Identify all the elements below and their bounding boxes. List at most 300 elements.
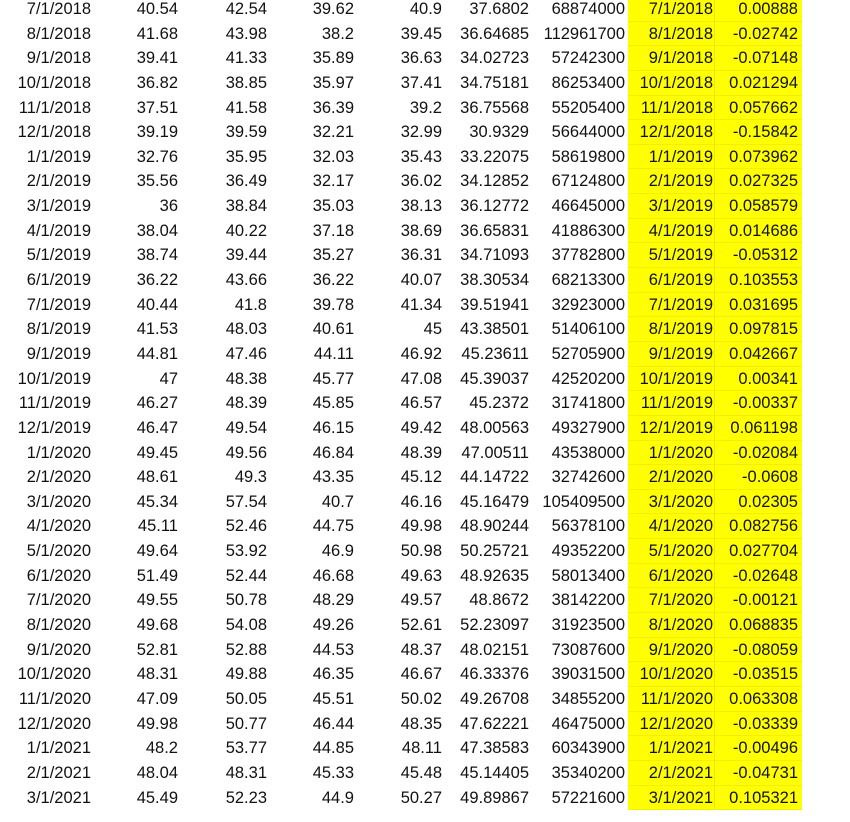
cell-adj-close[interactable]: 48.90244 — [460, 517, 529, 536]
cell-return-date[interactable]: 12/1/2020 — [628, 712, 715, 737]
cell-volume[interactable]: 68213300 — [551, 271, 625, 290]
cell-return-date[interactable]: 1/1/2020 — [628, 441, 715, 466]
cell-adj-close[interactable]: 47.00511 — [461, 443, 529, 462]
cell-volume[interactable]: 51406100 — [551, 320, 625, 339]
cell-high[interactable]: 48.39 — [225, 394, 267, 413]
cell-high[interactable]: 50.05 — [225, 689, 267, 708]
cell-return-date[interactable]: 4/1/2020 — [628, 514, 715, 539]
cell-low[interactable]: 44.53 — [312, 640, 354, 659]
cell-volume[interactable]: 105409500 — [542, 492, 625, 511]
cell-open[interactable]: 46.27 — [136, 394, 178, 413]
cell-low[interactable]: 35.27 — [312, 246, 354, 265]
cell-high[interactable]: 41.58 — [225, 98, 267, 117]
cell-return-date[interactable]: 2/1/2020 — [628, 465, 715, 490]
cell-adj-close[interactable]: 45.2372 — [469, 394, 529, 413]
cell-open[interactable]: 47 — [159, 369, 178, 388]
cell-close[interactable]: 41.34 — [400, 295, 442, 314]
cell-close[interactable]: 48.35 — [400, 714, 442, 733]
cell-high[interactable]: 49.54 — [225, 418, 267, 437]
cell-low[interactable]: 46.44 — [312, 714, 354, 733]
cell-high[interactable]: 49.56 — [225, 443, 267, 462]
cell-return-date[interactable]: 6/1/2020 — [628, 564, 715, 589]
cell-close[interactable]: 52.61 — [400, 616, 442, 635]
cell-low[interactable]: 32.17 — [312, 172, 354, 191]
cell-volume[interactable]: 42520200 — [551, 369, 625, 388]
cell-date[interactable]: 1/1/2020 — [26, 443, 91, 462]
cell-open[interactable]: 49.68 — [136, 616, 178, 635]
cell-close[interactable]: 48.37 — [400, 640, 442, 659]
cell-volume[interactable]: 73087600 — [551, 640, 625, 659]
cell-monthly-return[interactable]: -0.00496 — [715, 736, 802, 761]
cell-close[interactable]: 46.57 — [400, 394, 442, 413]
cell-open[interactable]: 48.04 — [136, 763, 178, 782]
cell-monthly-return[interactable]: -0.00121 — [715, 588, 802, 613]
cell-date[interactable]: 4/1/2020 — [26, 517, 91, 536]
cell-return-date[interactable]: 5/1/2019 — [628, 243, 715, 268]
cell-high[interactable]: 53.77 — [225, 739, 267, 758]
cell-adj-close[interactable]: 36.65831 — [460, 221, 529, 240]
cell-low[interactable]: 40.7 — [321, 492, 354, 511]
cell-low[interactable]: 36.22 — [312, 271, 354, 290]
cell-adj-close[interactable]: 43.38501 — [460, 320, 529, 339]
cell-open[interactable]: 51.49 — [136, 566, 178, 585]
cell-monthly-return[interactable]: -0.00337 — [715, 391, 802, 416]
cell-volume[interactable]: 86253400 — [551, 73, 625, 92]
cell-high[interactable]: 52.88 — [225, 640, 267, 659]
cell-date[interactable]: 1/1/2019 — [26, 147, 91, 166]
cell-low[interactable]: 44.9 — [321, 788, 354, 807]
cell-return-date[interactable]: 3/1/2021 — [628, 786, 715, 811]
cell-high[interactable]: 52.46 — [225, 517, 267, 536]
cell-monthly-return[interactable]: 0.021294 — [715, 71, 802, 96]
cell-date[interactable]: 8/1/2018 — [26, 24, 91, 43]
cell-monthly-return[interactable]: -0.15842 — [715, 120, 802, 145]
cell-high[interactable]: 35.95 — [225, 147, 267, 166]
cell-open[interactable]: 45.49 — [136, 788, 178, 807]
cell-return-date[interactable]: 10/1/2020 — [628, 662, 715, 687]
cell-monthly-return[interactable]: 0.031695 — [715, 293, 802, 318]
cell-adj-close[interactable]: 45.14405 — [460, 763, 529, 782]
cell-low[interactable]: 35.03 — [312, 197, 354, 216]
cell-close[interactable]: 50.02 — [400, 689, 442, 708]
cell-date[interactable]: 12/1/2018 — [17, 123, 91, 142]
cell-adj-close[interactable]: 34.02723 — [460, 49, 529, 68]
cell-date[interactable]: 4/1/2019 — [26, 221, 91, 240]
cell-close[interactable]: 39.45 — [400, 24, 442, 43]
table-row — [0, 465, 850, 490]
cell-return-date[interactable]: 11/1/2019 — [628, 391, 715, 416]
cell-return-date[interactable]: 2/1/2019 — [628, 169, 715, 194]
cell-open[interactable]: 35.56 — [136, 172, 178, 191]
cell-close[interactable]: 50.98 — [400, 542, 442, 561]
cell-date[interactable]: 6/1/2019 — [26, 271, 91, 290]
cell-open[interactable]: 49.98 — [136, 714, 178, 733]
cell-return-date[interactable]: 11/1/2018 — [628, 96, 715, 121]
cell-low[interactable]: 35.97 — [312, 73, 354, 92]
cell-volume[interactable]: 67124800 — [551, 172, 625, 191]
cell-volume[interactable]: 57221600 — [551, 788, 625, 807]
cell-date[interactable]: 3/1/2021 — [26, 788, 91, 807]
cell-close[interactable]: 38.69 — [400, 221, 442, 240]
cell-date[interactable]: 3/1/2019 — [26, 197, 91, 216]
cell-low[interactable]: 45.33 — [312, 763, 354, 782]
cell-open[interactable]: 40.44 — [136, 295, 178, 314]
cell-low[interactable]: 46.9 — [321, 542, 354, 561]
cell-low[interactable]: 44.11 — [313, 344, 354, 363]
cell-volume[interactable]: 56644000 — [551, 123, 625, 142]
cell-volume[interactable]: 52705900 — [551, 344, 625, 363]
cell-close[interactable]: 36.63 — [400, 49, 442, 68]
cell-adj-close[interactable]: 36.75568 — [460, 98, 529, 117]
cell-date[interactable]: 10/1/2020 — [17, 665, 91, 684]
cell-low[interactable]: 45.85 — [312, 394, 354, 413]
cell-close[interactable]: 40.07 — [400, 271, 442, 290]
cell-low[interactable]: 46.15 — [312, 418, 354, 437]
cell-return-date[interactable]: 6/1/2019 — [628, 268, 715, 293]
cell-date[interactable]: 9/1/2018 — [26, 49, 91, 68]
cell-return-date[interactable]: 11/1/2020 — [628, 687, 715, 712]
cell-return-date[interactable]: 1/1/2019 — [628, 145, 715, 170]
cell-high[interactable]: 43.66 — [225, 271, 267, 290]
cell-monthly-return[interactable]: 0.02305 — [715, 490, 802, 515]
cell-monthly-return[interactable]: 0.027704 — [715, 539, 802, 564]
cell-adj-close[interactable]: 34.12852 — [460, 172, 529, 191]
cell-close[interactable]: 49.57 — [400, 591, 442, 610]
cell-monthly-return[interactable]: 0.057662 — [715, 96, 802, 121]
cell-volume[interactable]: 34855200 — [551, 689, 625, 708]
cell-adj-close[interactable]: 45.16479 — [460, 492, 529, 511]
cell-close[interactable]: 49.63 — [400, 566, 442, 585]
cell-return-date[interactable]: 8/1/2020 — [628, 613, 715, 638]
cell-adj-close[interactable]: 44.14722 — [460, 468, 529, 487]
cell-high[interactable]: 53.92 — [225, 542, 267, 561]
cell-low[interactable]: 46.68 — [312, 566, 354, 585]
cell-close[interactable]: 49.42 — [400, 418, 442, 437]
cell-monthly-return[interactable]: 0.063308 — [715, 687, 802, 712]
cell-date[interactable]: 7/1/2019 — [26, 295, 91, 314]
cell-volume[interactable]: 58013400 — [551, 566, 625, 585]
cell-date[interactable]: 8/1/2019 — [26, 320, 91, 339]
cell-open[interactable]: 52.81 — [136, 640, 178, 659]
cell-date[interactable]: 8/1/2020 — [26, 616, 91, 635]
cell-open[interactable]: 40.54 — [136, 0, 178, 18]
cell-close[interactable]: 50.27 — [400, 788, 442, 807]
cell-low[interactable]: 39.78 — [312, 295, 354, 314]
cell-adj-close[interactable]: 45.23611 — [461, 344, 529, 363]
cell-return-date[interactable]: 9/1/2019 — [628, 342, 715, 367]
cell-low[interactable]: 39.62 — [312, 0, 354, 18]
cell-date[interactable]: 7/1/2018 — [26, 0, 91, 18]
cell-return-date[interactable]: 9/1/2020 — [628, 638, 715, 663]
cell-adj-close[interactable]: 52.23097 — [460, 616, 529, 635]
cell-close[interactable]: 45.12 — [400, 468, 442, 487]
cell-adj-close[interactable]: 47.62221 — [460, 714, 529, 733]
cell-return-date[interactable]: 12/1/2018 — [628, 120, 715, 145]
cell-open[interactable]: 36 — [159, 197, 178, 216]
cell-close[interactable]: 45.48 — [400, 763, 442, 782]
cell-return-date[interactable]: 10/1/2018 — [628, 71, 715, 96]
cell-low[interactable]: 45.51 — [312, 689, 354, 708]
cell-adj-close[interactable]: 48.92635 — [460, 566, 529, 585]
cell-date[interactable]: 11/1/2018 — [18, 98, 91, 117]
cell-open[interactable]: 44.81 — [136, 344, 178, 363]
cell-high[interactable]: 40.22 — [225, 221, 267, 240]
cell-low[interactable]: 38.2 — [321, 24, 354, 43]
cell-high[interactable]: 38.85 — [225, 73, 267, 92]
cell-adj-close[interactable]: 34.71093 — [460, 246, 529, 265]
cell-close[interactable]: 49.98 — [400, 517, 442, 536]
cell-close[interactable]: 47.08 — [400, 369, 442, 388]
cell-close[interactable]: 45 — [423, 320, 442, 339]
cell-return-date[interactable]: 3/1/2019 — [628, 194, 715, 219]
cell-high[interactable]: 57.54 — [225, 492, 267, 511]
cell-high[interactable]: 50.78 — [225, 591, 267, 610]
cell-open[interactable]: 36.22 — [136, 271, 178, 290]
cell-monthly-return[interactable]: 0.097815 — [715, 317, 802, 342]
cell-high[interactable]: 47.46 — [225, 344, 267, 363]
cell-open[interactable]: 49.55 — [136, 591, 178, 610]
cell-date[interactable]: 10/1/2018 — [17, 73, 91, 92]
cell-open[interactable]: 48.2 — [145, 739, 178, 758]
cell-low[interactable]: 45.77 — [312, 369, 354, 388]
cell-return-date[interactable]: 4/1/2019 — [628, 219, 715, 244]
cell-open[interactable]: 38.04 — [136, 221, 178, 240]
cell-volume[interactable]: 55205400 — [551, 98, 625, 117]
cell-open[interactable]: 32.76 — [136, 147, 178, 166]
cell-adj-close[interactable]: 30.9329 — [469, 123, 529, 142]
cell-volume[interactable]: 112961700 — [543, 24, 625, 43]
cell-monthly-return[interactable]: -0.05312 — [715, 243, 802, 268]
cell-low[interactable]: 44.75 — [312, 517, 354, 536]
cell-low[interactable]: 46.84 — [312, 443, 354, 462]
cell-monthly-return[interactable]: 0.00888 — [715, 0, 802, 22]
cell-open[interactable]: 49.64 — [136, 542, 178, 561]
cell-date[interactable]: 11/1/2020 — [18, 689, 91, 708]
cell-volume[interactable]: 49352200 — [551, 542, 625, 561]
cell-volume[interactable]: 43538000 — [551, 443, 625, 462]
cell-open[interactable]: 41.68 — [136, 24, 178, 43]
cell-return-date[interactable]: 8/1/2018 — [628, 22, 715, 47]
cell-open[interactable]: 38.74 — [136, 246, 178, 265]
cell-monthly-return[interactable]: 0.042667 — [715, 342, 802, 367]
cell-low[interactable]: 32.21 — [312, 123, 354, 142]
cell-monthly-return[interactable]: -0.02084 — [715, 441, 802, 466]
table-row — [0, 293, 850, 318]
cell-volume[interactable]: 37782800 — [551, 246, 625, 265]
cell-monthly-return[interactable]: -0.02648 — [715, 564, 802, 589]
cell-monthly-return[interactable]: -0.03515 — [715, 662, 802, 687]
cell-monthly-return[interactable]: 0.014686 — [715, 219, 802, 244]
cell-open[interactable]: 39.41 — [136, 49, 178, 68]
table-row — [0, 564, 850, 589]
cell-monthly-return[interactable]: -0.0608 — [715, 465, 802, 490]
cell-low[interactable]: 35.89 — [312, 49, 354, 68]
cell-volume[interactable]: 31923500 — [551, 616, 625, 635]
cell-volume[interactable]: 68874000 — [551, 0, 625, 18]
cell-open[interactable]: 49.45 — [136, 443, 178, 462]
cell-open[interactable]: 48.61 — [136, 468, 178, 487]
cell-close[interactable]: 40.9 — [409, 0, 442, 18]
cell-high[interactable]: 52.44 — [225, 566, 267, 585]
cell-date[interactable]: 9/1/2020 — [26, 640, 91, 659]
cell-adj-close[interactable]: 38.30534 — [460, 271, 529, 290]
cell-open[interactable]: 36.82 — [136, 73, 178, 92]
cell-high[interactable]: 48.31 — [225, 763, 267, 782]
cell-open[interactable]: 45.34 — [136, 492, 178, 511]
cell-monthly-return[interactable]: -0.04731 — [715, 761, 802, 786]
cell-volume[interactable]: 57242300 — [551, 49, 625, 68]
cell-low[interactable]: 32.03 — [312, 147, 354, 166]
cell-monthly-return[interactable]: 0.058579 — [715, 194, 802, 219]
cell-open[interactable]: 41.53 — [136, 320, 178, 339]
cell-return-date[interactable]: 7/1/2018 — [628, 0, 715, 22]
cell-adj-close[interactable]: 49.26708 — [460, 689, 529, 708]
cell-date[interactable]: 12/1/2020 — [17, 714, 91, 733]
cell-date[interactable]: 2/1/2019 — [26, 172, 91, 191]
cell-close[interactable]: 36.31 — [400, 246, 442, 265]
cell-close[interactable]: 46.16 — [400, 492, 442, 511]
cell-low[interactable]: 43.35 — [312, 468, 354, 487]
cell-open[interactable]: 37.51 — [136, 98, 178, 117]
cell-date[interactable]: 6/1/2020 — [26, 566, 91, 585]
cell-close[interactable]: 38.13 — [400, 197, 442, 216]
cell-adj-close[interactable]: 48.02151 — [460, 640, 529, 659]
cell-date[interactable]: 9/1/2019 — [26, 344, 91, 363]
cell-volume[interactable]: 60343900 — [551, 739, 625, 758]
cell-return-date[interactable]: 8/1/2019 — [628, 317, 715, 342]
cell-return-date[interactable]: 1/1/2021 — [628, 736, 715, 761]
cell-high[interactable]: 49.3 — [234, 468, 267, 487]
cell-close[interactable]: 35.43 — [400, 147, 442, 166]
cell-volume[interactable]: 46475000 — [551, 714, 625, 733]
cell-volume[interactable]: 58619800 — [551, 147, 625, 166]
cell-volume[interactable]: 38142200 — [551, 591, 625, 610]
cell-adj-close[interactable]: 33.22075 — [460, 147, 529, 166]
cell-adj-close[interactable]: 36.64685 — [460, 24, 529, 43]
cell-close[interactable]: 48.11 — [401, 739, 442, 758]
cell-high[interactable]: 41.8 — [234, 295, 267, 314]
cell-volume[interactable]: 49327900 — [551, 418, 625, 437]
cell-adj-close[interactable]: 50.25721 — [460, 542, 529, 561]
cell-monthly-return[interactable]: 0.073962 — [715, 145, 802, 170]
cell-low[interactable]: 48.29 — [312, 591, 354, 610]
cell-high[interactable]: 42.54 — [225, 0, 267, 18]
cell-return-date[interactable]: 5/1/2020 — [628, 539, 715, 564]
cell-date[interactable]: 5/1/2019 — [26, 246, 91, 265]
cell-volume[interactable]: 31741800 — [551, 394, 625, 413]
cell-date[interactable]: 12/1/2019 — [17, 418, 91, 437]
cell-high[interactable]: 49.88 — [225, 665, 267, 684]
cell-volume[interactable]: 32742600 — [551, 468, 625, 487]
cell-return-date[interactable]: 7/1/2019 — [628, 293, 715, 318]
cell-low[interactable]: 40.61 — [312, 320, 354, 339]
cell-monthly-return[interactable]: -0.03339 — [715, 712, 802, 737]
cell-close[interactable]: 32.99 — [400, 123, 442, 142]
cell-date[interactable]: 7/1/2020 — [26, 591, 91, 610]
cell-high[interactable]: 52.23 — [225, 788, 267, 807]
cell-monthly-return[interactable]: 0.105321 — [715, 786, 802, 811]
cell-open[interactable]: 45.11 — [137, 517, 178, 536]
cell-return-date[interactable]: 9/1/2018 — [628, 46, 715, 71]
cell-close[interactable]: 46.92 — [400, 344, 442, 363]
cell-volume[interactable]: 32923000 — [551, 295, 625, 314]
cell-date[interactable]: 11/1/2019 — [18, 394, 91, 413]
cell-monthly-return[interactable]: 0.103553 — [715, 268, 802, 293]
cell-monthly-return[interactable]: 0.061198 — [715, 416, 802, 441]
cell-low[interactable]: 36.39 — [312, 98, 354, 117]
cell-return-date[interactable]: 10/1/2019 — [628, 367, 715, 392]
cell-high[interactable]: 39.59 — [225, 123, 267, 142]
cell-adj-close[interactable]: 34.75181 — [460, 73, 529, 92]
cell-close[interactable]: 36.02 — [400, 172, 442, 191]
cell-adj-close[interactable]: 36.12772 — [460, 197, 529, 216]
cell-open[interactable]: 47.09 — [136, 689, 178, 708]
cell-adj-close[interactable]: 48.8672 — [469, 591, 529, 610]
cell-date[interactable]: 5/1/2020 — [26, 542, 91, 561]
cell-date[interactable]: 1/1/2021 — [26, 739, 91, 758]
cell-date[interactable]: 2/1/2020 — [26, 468, 91, 487]
cell-high[interactable]: 36.49 — [225, 172, 267, 191]
cell-monthly-return[interactable]: 0.027325 — [715, 169, 802, 194]
cell-adj-close[interactable]: 46.33376 — [460, 665, 529, 684]
cell-low[interactable]: 44.85 — [312, 739, 354, 758]
cell-volume[interactable]: 39031500 — [551, 665, 625, 684]
cell-close[interactable]: 37.41 — [400, 73, 442, 92]
cell-low[interactable]: 49.26 — [312, 616, 354, 635]
cell-volume[interactable]: 41886300 — [551, 221, 625, 240]
cell-volume[interactable]: 35340200 — [551, 763, 625, 782]
cell-high[interactable]: 38.84 — [225, 197, 267, 216]
cell-monthly-return[interactable]: 0.082756 — [715, 514, 802, 539]
cell-adj-close[interactable]: 39.51941 — [460, 295, 529, 314]
cell-return-date[interactable]: 7/1/2020 — [628, 588, 715, 613]
cell-high[interactable]: 39.44 — [225, 246, 267, 265]
cell-adj-close[interactable]: 37.6802 — [469, 0, 529, 18]
cell-volume[interactable]: 46645000 — [551, 197, 625, 216]
cell-low[interactable]: 37.18 — [312, 221, 354, 240]
cell-monthly-return[interactable]: 0.068835 — [715, 613, 802, 638]
cell-high[interactable]: 48.38 — [225, 369, 267, 388]
cell-open[interactable]: 46.47 — [136, 418, 178, 437]
cell-date[interactable]: 2/1/2021 — [26, 763, 91, 782]
cell-close[interactable]: 39.2 — [409, 98, 442, 117]
cell-monthly-return[interactable]: -0.07148 — [715, 46, 802, 71]
cell-high[interactable]: 50.77 — [225, 714, 267, 733]
cell-close[interactable]: 46.67 — [400, 665, 442, 684]
cell-date[interactable]: 3/1/2020 — [26, 492, 91, 511]
cell-adj-close[interactable]: 48.00563 — [460, 418, 529, 437]
cell-high[interactable]: 41.33 — [225, 49, 267, 68]
cell-adj-close[interactable]: 49.89867 — [460, 788, 529, 807]
cell-open[interactable]: 48.31 — [136, 665, 178, 684]
cell-high[interactable]: 43.98 — [225, 24, 267, 43]
cell-adj-close[interactable]: 47.38583 — [460, 739, 529, 758]
cell-high[interactable]: 48.03 — [225, 320, 267, 339]
cell-close[interactable]: 48.39 — [400, 443, 442, 462]
cell-volume[interactable]: 56378100 — [551, 517, 625, 536]
cell-monthly-return[interactable]: -0.02742 — [715, 22, 802, 47]
cell-monthly-return[interactable]: -0.08059 — [715, 638, 802, 663]
cell-date[interactable]: 10/1/2019 — [17, 369, 91, 388]
cell-low[interactable]: 46.35 — [312, 665, 354, 684]
cell-high[interactable]: 54.08 — [225, 616, 267, 635]
cell-adj-close[interactable]: 45.39037 — [460, 369, 529, 388]
cell-open[interactable]: 39.19 — [136, 123, 178, 142]
cell-return-date[interactable]: 12/1/2019 — [628, 416, 715, 441]
cell-monthly-return[interactable]: 0.00341 — [715, 367, 802, 392]
cell-return-date[interactable]: 2/1/2021 — [628, 761, 715, 786]
cell-return-date[interactable]: 3/1/2020 — [628, 490, 715, 515]
